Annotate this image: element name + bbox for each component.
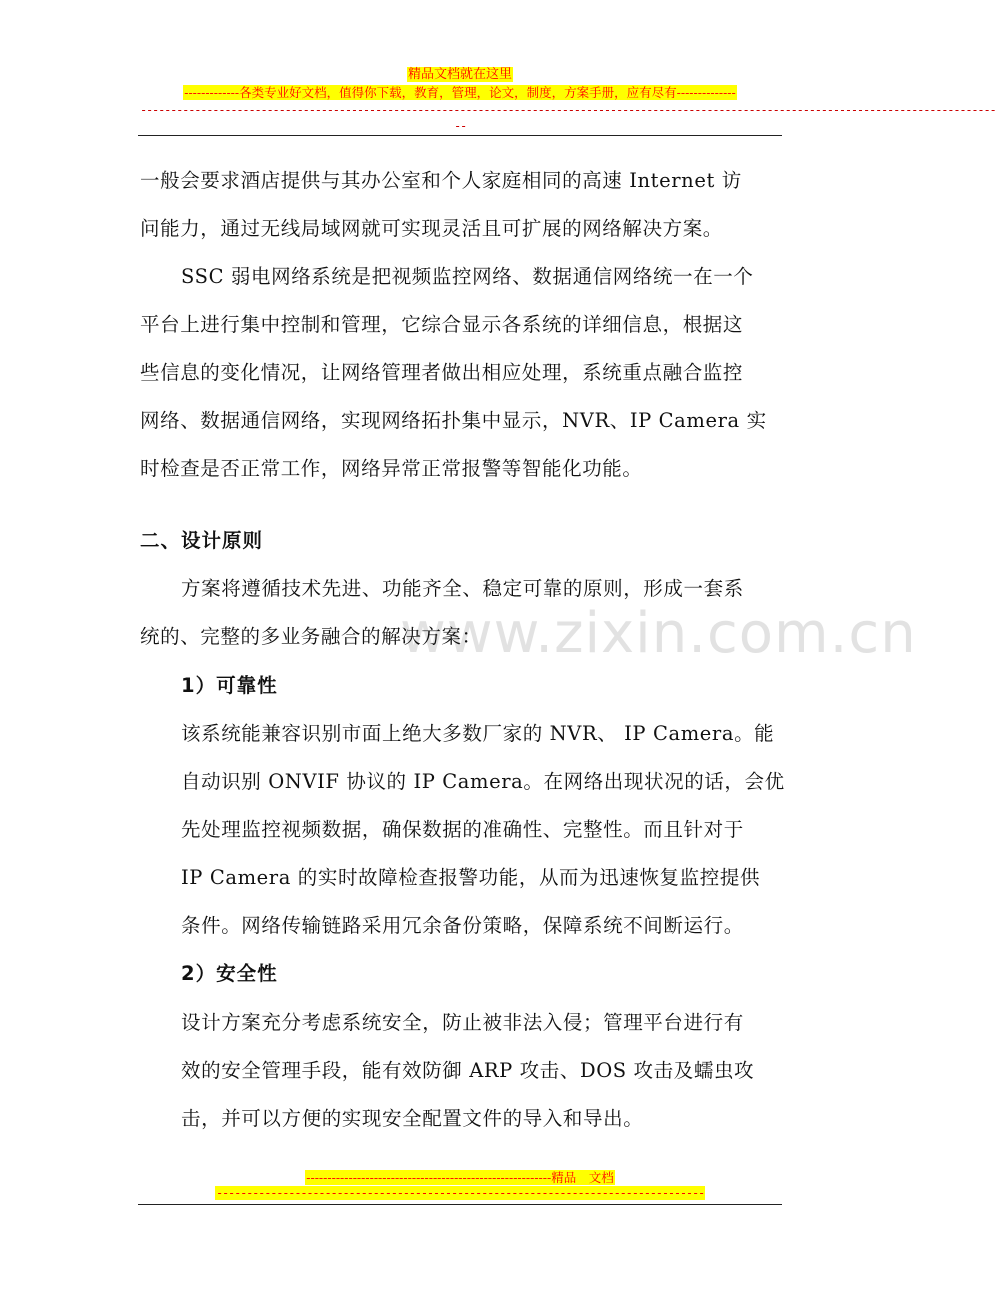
paragraph-line: 方案将遵循技术先进、功能齐全、稳定可靠的原则，形成一套系 xyxy=(181,577,744,600)
header-dash-tail: -- xyxy=(453,119,467,133)
paragraph-line: 问能力，通过无线局域网就可实现灵活且可扩展的网络解决方案。 xyxy=(140,217,723,240)
paragraph-line: 先处理监控视频数据，确保数据的准确性、完整性。而且针对于 xyxy=(181,818,744,841)
paragraph-line: 效的安全管理手段，能有效防御 ARP 攻击、DOS 攻击及蠕虫攻 xyxy=(181,1059,755,1082)
subsection-heading: 1）可靠性 xyxy=(181,674,278,697)
section-heading: 二、设计原则 xyxy=(140,529,264,552)
paragraph-line: 网络、数据通信网络，实现网络拓扑集中显示，NVR、IP Camera 实 xyxy=(140,409,767,432)
paragraph-line: 统的、完整的多业务融合的解决方案： xyxy=(140,625,482,648)
header-dash-line: ---------------------------------------------------------------------------------------------------------------------------------------------- xyxy=(140,103,996,117)
header-title: 精品文档就在这里 xyxy=(407,67,512,82)
paragraph-line: 击，并可以方便的实现安全配置文件的导入和导出。 xyxy=(181,1107,644,1130)
paragraph-line: IP Camera 的实时故障检查报警功能，从而为迅速恢复监控提供 xyxy=(181,866,761,889)
watermark: www.zixin.com.cn xyxy=(400,601,917,666)
paragraph-line: 设计方案充分考虑系统安全，防止被非法入侵；管理平台进行有 xyxy=(181,1011,744,1034)
header-subtitle: -------------各类专业好文档，值得你下载，教育，管理，论文，制度，方案手册，应有尽有-------------- xyxy=(184,85,736,100)
paragraph-line: 些信息的变化情况，让网络管理者做出相应处理，系统重点融合监控 xyxy=(140,361,744,384)
footer-label: ----------------------------------------------------------精品 文档 xyxy=(306,1170,614,1185)
paragraph-line: 一般会要求酒店提供与其办公室和个人家庭相同的高速 Internet 访 xyxy=(140,169,742,192)
paragraph-line: 时检查是否正常工作，网络异常正常报警等智能化功能。 xyxy=(140,457,643,480)
paragraph-line: 平台上进行集中控制和管理，它综合显示各系统的详细信息，根据这 xyxy=(140,313,744,336)
footer-dash-line: --------------------------------------------------------------------------------- xyxy=(216,1186,704,1200)
subsection-heading: 2）安全性 xyxy=(181,962,278,985)
paragraph-line: 条件。网络传输链路采用冗余备份策略，保障系统不间断运行。 xyxy=(181,914,744,937)
paragraph-line: 自动识别 ONVIF 协议的 IP Camera。在网络出现状况的话，会优 xyxy=(181,770,785,793)
paragraph-line: 该系统能兼容识别市面上绝大多数厂家的 NVR、 IP Camera。能 xyxy=(181,722,775,745)
paragraph-line: SSC 弱电网络系统是把视频监控网络、数据通信网络统一在一个 xyxy=(181,265,754,288)
